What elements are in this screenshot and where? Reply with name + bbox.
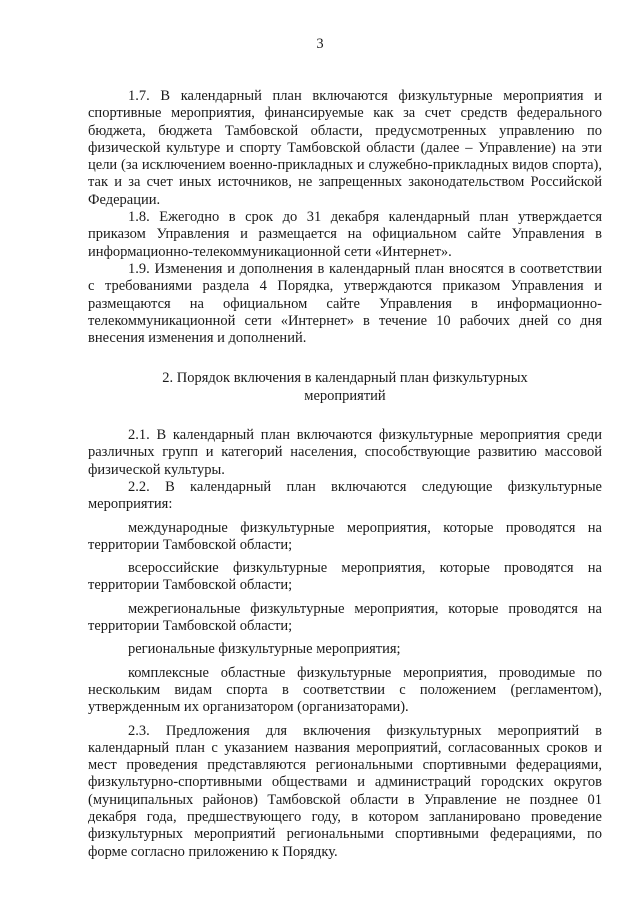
document-body bbox=[88, 88, 602, 861]
page-number: 3 bbox=[316, 36, 324, 52]
paragraph-2-1: 2.1. В календарный план включаются физкультурные мероприятия среди различных групп и категорий населения, способствующие развитию массовой физической культуры. bbox=[88, 427, 602, 478]
list-item: региональные физкультурные мероприятия; bbox=[128, 641, 401, 658]
paragraph-1-9: 1.9. Изменения и дополнения в календарный план вносятся в соответствии с требованиями раздела 4 Порядка, утверждаются приказом Управления и размещаются на официальном сайте Управления в информационно-телекоммуникационной сети «Интернет» в течение 10 рабочих дней со дня внесения изменения и дополнений. bbox=[88, 260, 602, 347]
list-item: комплексные областные физкультурные мероприятия, проводимые по нескольким видам спорта в соответствии с положением (регламентом), утвержденным их организатором (организаторами). bbox=[88, 664, 602, 716]
section-heading: 2. Порядок включения в календарный план физкультурных мероприятий bbox=[162, 370, 528, 404]
list-item: международные физкультурные мероприятия, которые проводятся на территории Тамбовской области; bbox=[88, 519, 602, 553]
paragraph-2-2: 2.2. В календарный план включаются следующие физкультурные мероприятия: bbox=[88, 478, 602, 513]
list-item: межрегиональные физкультурные мероприятия, которые проводятся на территории Тамбовской области; bbox=[88, 600, 602, 635]
paragraph-1-8: 1.8. Ежегодно в срок до 31 декабря календарный план утверждается приказом Управления и размещается на официальном сайте Управления в информационно-телекоммуникационной сети «Интернет». bbox=[88, 209, 602, 260]
list-item: всероссийские физкультурные мероприятия, которые проводятся на территории Тамбовской области; bbox=[88, 560, 602, 594]
paragraph-2-3: 2.3. Предложения для включения физкультурных мероприятий в календарный план с указанием названия мероприятий, согласованных сроков и мест проведения представляются региональными спортивными федерациями, физкультурно-спортивными обществами и администраций городских округов (муниципальных районов) Тамбовской области в Управление не позднее 01 декабря года, предшествующего году, в котором запланировано проведение физкультурных мероприятий региональными спортивными федерациями, по форме согласно приложению к Порядку. bbox=[88, 722, 602, 860]
paragraph-1-7: 1.7. В календарный план включаются физкультурные мероприятия и спортивные мероприятия, финансируемые как за счет средств федерального бюджета, бюджета Тамбовской области, предусмотренных управлению по физической культуре и спорту Тамбовской области (далее – Управление) на эти цели (за исключением военно-прикладных и служебно-прикладных видов спорта), так и за счет иных источников, не запрещенных законодательством Российской Федерации. bbox=[88, 88, 602, 208]
